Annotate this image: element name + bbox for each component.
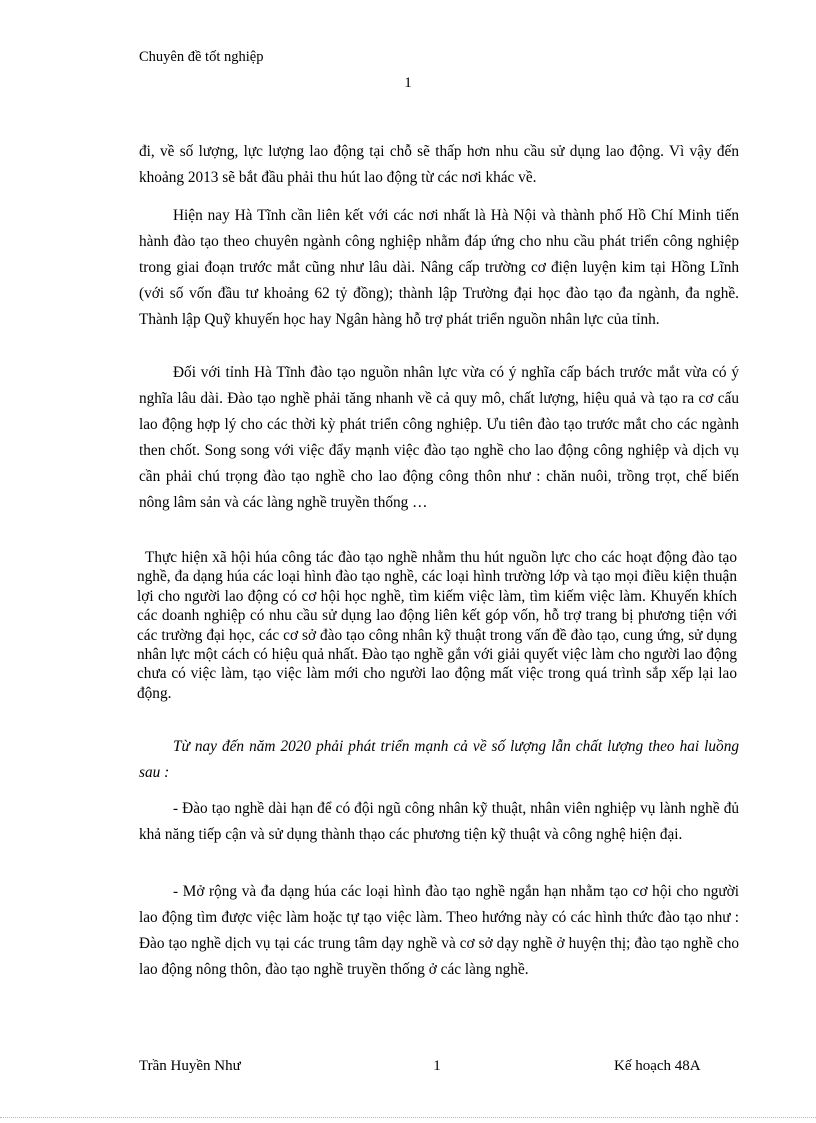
page-bottom-divider [0,1117,816,1118]
paragraph-2020-goal: Từ nay đến năm 2020 phải phát triển mạnh cả về số lượng lẫn chất lượng theo hai luồng sau : [139,738,739,781]
header-page-number: 1 [404,75,412,91]
list-item-long-term-training: - Đào tạo nghề dài hạn để có đội ngũ công nhân kỹ thuật, nhân viên nghiệp vụ lành nghề đủ khả năng tiếp cận và sử dụng thành thạo các phương tiện kỹ thuật và công nghệ hiện đại. [139,800,739,843]
paragraph-continuation: đi, về số lượng, lực lượng lao động tại chỗ sẽ thấp hơn nhu cầu sử dụng lao động. Vì vậy đến khoảng 2013 sẽ bắt đầu phải thu hút lao động từ các nơi khác về. [139,143,739,186]
footer-page-number: 1 [433,1058,441,1074]
footer-class-name: Kế hoạch 48A [614,1058,701,1074]
footer-author: Trần Huyền Như [139,1058,241,1074]
paragraph-socialization: Thực hiện xã hội húa công tác đào tạo nghề nhằm thu hút nguồn lực cho các hoạt động đào tạo nghề, đa dạng húa các loại hình đào tạo nghề, các loại hình trường lớp và tạo mọi điều kiện thuận lợi cho người lao động có cơ hội học nghề, tìm kiếm việc làm, tìm kiếm việc làm. Khuyến khích các doanh nghiệp có nhu cầu sử dụng lao động liên kết góp vốn, hỗ trợ trang bị phương tiện với các trường đại học, các cơ sở đào tạo công nhân kỹ thuật trong vấn đề đào tạo, cung ứng, sử dụng nhân lực một cách có hiệu quả nhất. Đào tạo nghề gắn với giải quyết việc làm cho người lao động chưa có việc làm, tạo việc làm mới cho người lao động mất việc trong quá trình sắp xếp lại lao động. [137,549,737,702]
list-item-short-term-training: - Mở rộng và đa dạng húa các loại hình đào tạo nghề ngắn hạn nhằm tạo cơ hội cho người lao động tìm được việc làm hoặc tự tạo việc làm. Theo hướng này có các hình thức đào tạo như : Đào tạo nghề dịch vụ tại các trung tâm dạy nghề và cơ sở dạy nghề ở huyện thị; đào tạo nghề cho lao động nông thôn, đào tạo nghề truyền thống ở các làng nghề. [139,883,739,978]
paragraph-training-significance: Đối với tỉnh Hà Tĩnh đào tạo nguồn nhân lực vừa có ý nghĩa cấp bách trước mắt vừa có ý nghĩa lâu dài. Đào tạo nghề phải tăng nhanh về cả quy mô, chất lượng, hiệu quả và tạo ra cơ cấu lao động hợp lý cho các thời kỳ phát triển công nghiệp. Ưu tiên đào tạo trước mắt cho các ngành then chốt. Song song với việc đẩy mạnh việc đào tạo nghề cho lao động công nghiệp và dịch vụ cần phải chú trọng đào tạo nghề cho lao động công thôn như : chăn nuôi, trồng trọt, chế biến nông lâm sản và các làng nghề truyền thống … [139,364,739,511]
paragraph-ha-tinh-links: Hiện nay Hà Tĩnh cần liên kết với các nơi nhất là Hà Nội và thành phố Hồ Chí Minh tiến hành đào tạo theo chuyên ngành công nghiệp nhằm đáp ứng cho nhu cầu phát triển công nghiệp trong giai đoạn trước mắt cũng như lâu dài. Nâng cấp trường cơ điện luyện kim tại Hồng Lĩnh (với số vốn đầu tư khoảng 62 tỷ đồng); thành lập Trường đại học đào tạo đa ngành, đa nghề. Thành lập Quỹ khuyến học hay Ngân hàng hỗ trợ phát triển nguồn nhân lực của tỉnh. [139,207,739,328]
header-title: Chuyên đề tốt nghiệp [139,49,264,65]
